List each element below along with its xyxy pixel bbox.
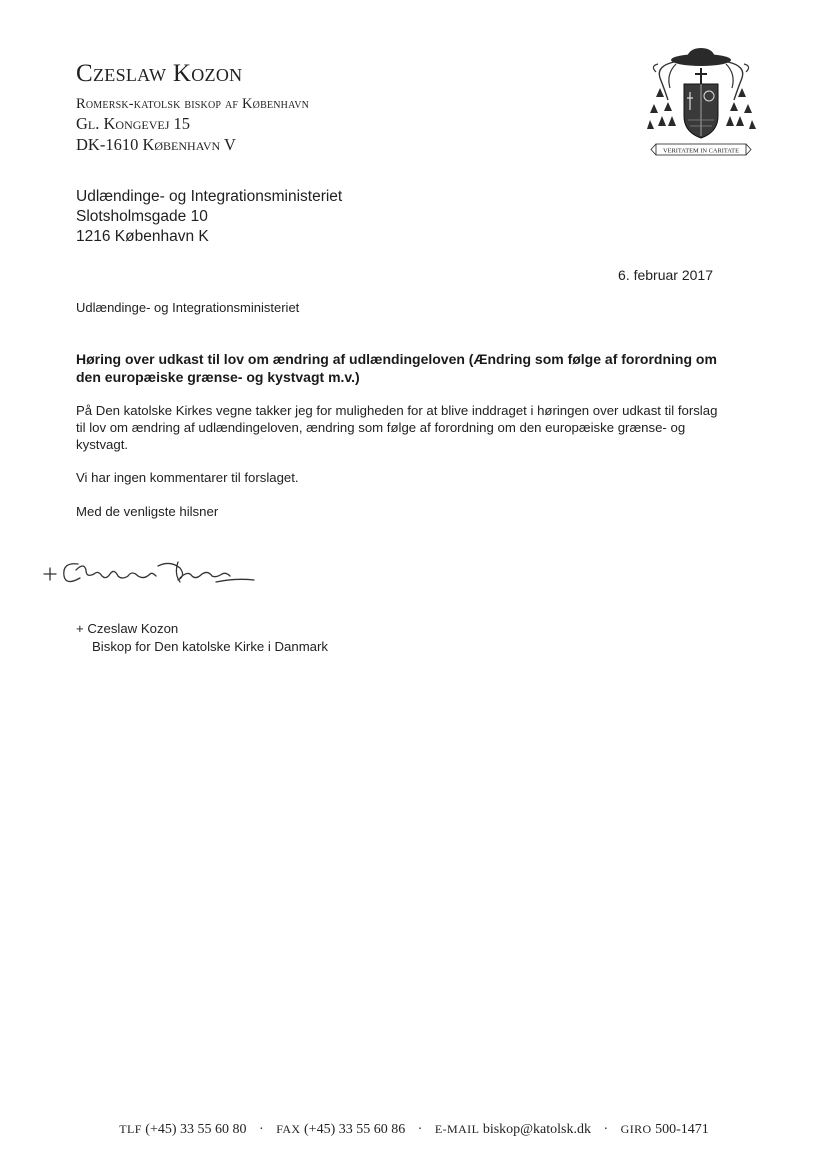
phone-number: (+45) 33 55 60 80 <box>145 1122 247 1137</box>
body-paragraph: På Den katolske Kirkes vegne takker jeg for muligheden for at blive inddraget i høringen over udkast til forslag til lov om ændring af udlændingeloven, ændring som følge af forordning om den europæiske grænse- og kystvagt. <box>76 403 718 452</box>
addressee: Udlændinge- og Integrationsministeriet <box>76 300 300 315</box>
letter-date: 6. februar 2017 <box>618 267 713 283</box>
giro-number: 500-1471 <box>655 1122 709 1137</box>
fax-label: FAX <box>276 1122 301 1136</box>
letterhead-title: Romersk-katolsk biskop af København <box>76 96 310 112</box>
tlf-label: TLF <box>119 1122 142 1136</box>
signer-block <box>76 620 328 656</box>
recipient-name: Udlændinge- og Integrationsministeriet <box>76 188 343 205</box>
recipient-street: Slotsholmsgade 10 <box>76 208 208 225</box>
signer-title: Biskop for Den katolske Kirke i Danmark <box>92 639 328 654</box>
coat-of-arms-icon <box>646 44 756 160</box>
closing-greeting: Med de venligste hilsner <box>76 504 219 519</box>
handwritten-signature <box>40 552 270 602</box>
email-label: E-MAIL <box>434 1122 480 1136</box>
separator: · <box>417 1122 423 1137</box>
letterhead-footer <box>0 1122 828 1138</box>
subject-heading: Høring over udkast til lov om ændring af udlændingeloven (Ændring som følge af forordning om den europæiske grænse- og kystvagt m.v.) <box>76 351 717 385</box>
letterhead-city: DK-1610 København V <box>76 135 236 154</box>
giro-label: GIRO <box>620 1122 652 1136</box>
letterhead-street: Gl. Kongevej 15 <box>76 114 191 133</box>
separator: · <box>259 1122 264 1137</box>
recipient-city: 1216 København K <box>76 228 209 245</box>
signer-name: + Czeslaw Kozon <box>76 621 179 636</box>
email-address: biskop@katolsk.dk <box>482 1122 591 1137</box>
separator: · <box>603 1122 609 1137</box>
crest-motto: VERITATEM IN CARITATE <box>662 147 740 155</box>
fax-number: (+45) 33 55 60 86 <box>304 1122 406 1137</box>
letterhead-name: Czeslaw Kozon <box>76 60 243 87</box>
recipient-address <box>76 187 342 247</box>
body-paragraph: Vi har ingen kommentarer til forslaget. <box>76 470 299 485</box>
